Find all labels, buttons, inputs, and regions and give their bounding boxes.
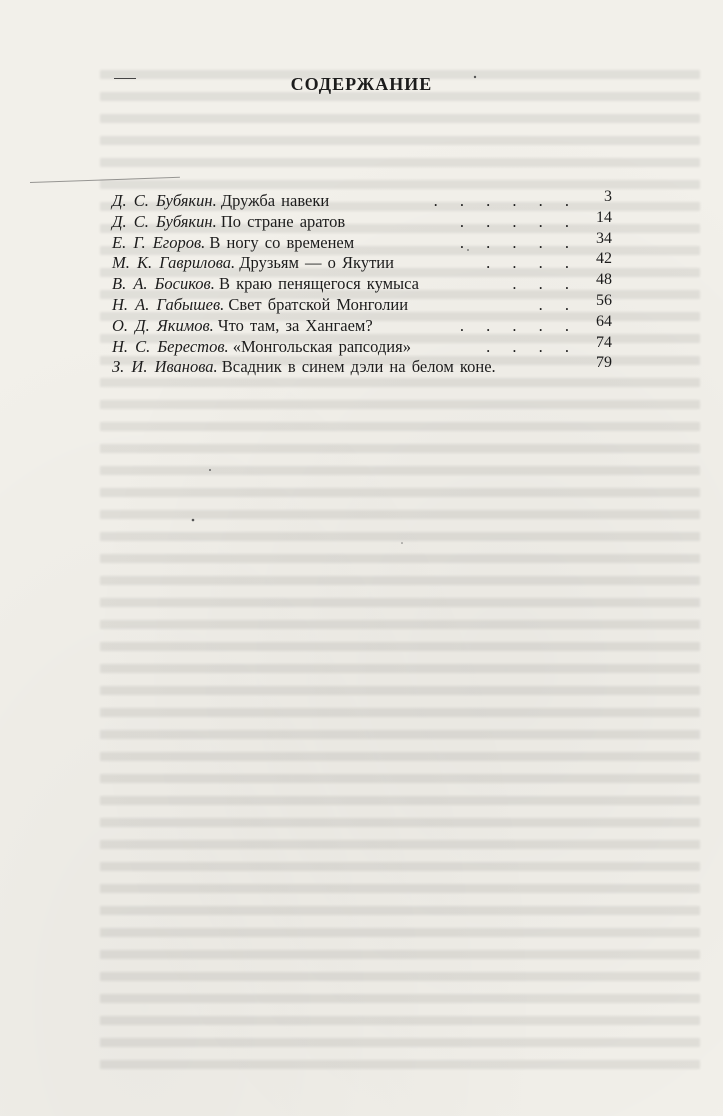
toc-page-number: 14 bbox=[596, 208, 612, 226]
toc-entry bbox=[112, 250, 612, 274]
toc-entry bbox=[112, 188, 612, 212]
toc-entry bbox=[112, 208, 612, 233]
toc-title: Что там, за Хангаем? bbox=[217, 315, 373, 335]
toc-author: З. И. Иванова. bbox=[112, 357, 218, 377]
toc-author: М. К. Гаврилова. bbox=[112, 253, 236, 273]
toc-title: В ногу со временем bbox=[209, 232, 355, 252]
toc-title: В краю пенящегося кумыса bbox=[218, 274, 419, 294]
toc-leader-dots: . . . bbox=[512, 274, 578, 294]
toc-author: Н. С. Берестов. bbox=[112, 336, 229, 356]
toc-title: По стране аратов bbox=[220, 211, 346, 231]
toc-leader-dots: . . . . bbox=[486, 336, 578, 356]
toc-leader-dots: . . bbox=[538, 294, 578, 314]
toc-leader-dots: . . . . bbox=[486, 253, 578, 273]
toc-entry bbox=[112, 312, 612, 337]
toc-page-number: 48 bbox=[596, 271, 612, 289]
toc-entry bbox=[112, 333, 612, 358]
toc-leader-dots: . . . . . . bbox=[433, 191, 578, 210]
toc-entry bbox=[112, 271, 612, 295]
toc-page-number: 74 bbox=[596, 333, 612, 351]
toc-author: Д. С. Бубякин. bbox=[112, 191, 217, 210]
toc-leader-dots: . . . . . bbox=[459, 315, 578, 335]
toc-author: Е. Г. Егоров. bbox=[112, 232, 206, 252]
toc-entry bbox=[112, 354, 612, 378]
toc-title: Свет братской Монголии bbox=[228, 294, 409, 314]
toc-page-number: 64 bbox=[596, 312, 612, 330]
toc-page-number: 34 bbox=[596, 229, 612, 247]
table-of-contents bbox=[112, 188, 612, 378]
toc-leader-dots: . . . . . bbox=[459, 211, 578, 231]
toc-author: В. А. Босиков. bbox=[112, 274, 215, 294]
toc-author: О. Д. Якимов. bbox=[112, 315, 214, 335]
toc-page-number: 79 bbox=[596, 354, 612, 372]
toc-page-number: 56 bbox=[596, 291, 612, 309]
toc-title: Друзьям — о Якутии bbox=[239, 253, 394, 273]
toc-author: Д. С. Бубякин. bbox=[112, 211, 217, 231]
toc-entry bbox=[112, 229, 612, 254]
page-title: СОДЕРЖАНИЕ bbox=[290, 74, 433, 94]
toc-title: Дружба навеки bbox=[220, 191, 330, 210]
toc-page-number: 42 bbox=[596, 250, 612, 268]
toc-entry bbox=[112, 291, 612, 316]
toc-author: Н. А. Габышев. bbox=[112, 294, 225, 314]
toc-page-number: 3 bbox=[604, 188, 612, 205]
toc-title: «Монгольская рапсодия» bbox=[232, 336, 411, 356]
toc-leader-dots: . . . . . bbox=[459, 232, 578, 252]
toc-title: Всадник в синем дэли на белом коне. bbox=[221, 357, 496, 377]
